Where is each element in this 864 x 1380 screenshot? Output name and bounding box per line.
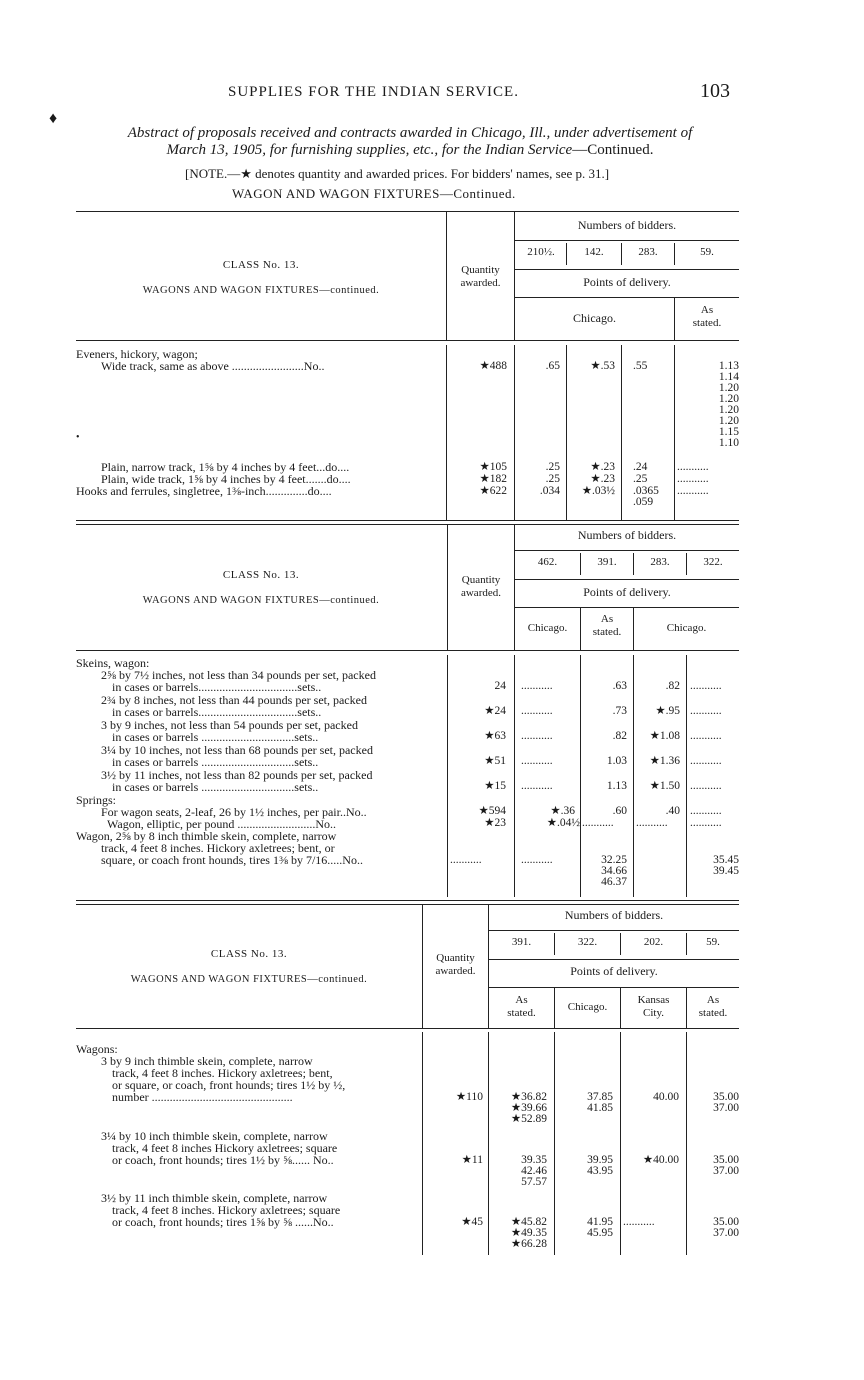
- bidder-3: 202.: [643, 936, 664, 948]
- price: .059: [633, 496, 654, 508]
- price: .25: [633, 473, 648, 485]
- item-desc: Hooks and ferrules, singletree, 1⅜-inch..............do....: [76, 484, 332, 498]
- item-desc: For wagon seats, 2-leaf, 26 by 1½ inches, per pair..No..: [101, 805, 367, 819]
- delivery-chicago: Chicago.: [567, 1001, 608, 1013]
- as-stated-line-1: As: [700, 304, 714, 316]
- price: .60: [612, 805, 627, 817]
- price: 39.95: [587, 1154, 613, 1166]
- price: .63: [612, 680, 627, 692]
- price-list: [687, 855, 739, 877]
- price: ...........: [690, 680, 722, 692]
- note: [NOTE.—★ denotes quantity and awarded prices. For bidders' names, see p. 31.]: [185, 166, 610, 181]
- qty: ★11: [461, 1154, 483, 1166]
- price: ★1.50: [649, 780, 680, 792]
- item-desc: in cases or barrels ...............................sets..: [112, 755, 319, 769]
- as-stated-line-2: stated.: [698, 1007, 728, 1019]
- rule: [621, 345, 622, 520]
- price-list: [489, 1155, 547, 1188]
- item-desc: 2¾ by 8 inches, not less than 44 pounds per set, packed: [101, 693, 367, 707]
- kansas-line-2: City.: [643, 1007, 664, 1019]
- price: 42.46: [521, 1165, 547, 1177]
- price: .82: [612, 730, 627, 742]
- price: ...........: [690, 805, 722, 817]
- bidder-4: 59.: [706, 936, 720, 948]
- item-desc: 3½ by 11 inches, not less than 82 pounds per set, packed: [101, 768, 373, 782]
- price-list: [687, 1155, 739, 1177]
- price: ...........: [521, 730, 553, 742]
- item-desc: Wagon, 2⅝ by 8 inch thimble skein, complete, narrow: [76, 829, 337, 843]
- price: ...........: [690, 755, 722, 767]
- item-desc: track, 4 feet 8 inches Hickory axletrees; square: [112, 1141, 338, 1155]
- price: ★1.36: [649, 755, 680, 767]
- qty: ★110: [455, 1091, 483, 1103]
- price: 1.20: [718, 382, 739, 394]
- price: 39.35: [521, 1154, 547, 1166]
- class-subtitle: WAGONS AND WAGON FIXTURES—continued.: [142, 595, 380, 606]
- item-desc: Wagon, elliptic, per pound ..........................No..: [107, 817, 337, 831]
- rule: [489, 987, 739, 988]
- price: 35.45: [713, 854, 739, 866]
- stray-dot: •: [76, 432, 80, 443]
- price: ★1.08: [649, 730, 680, 742]
- price-list: [489, 1217, 547, 1250]
- awarded-label: awarded.: [435, 965, 476, 977]
- price: 40.00: [653, 1091, 679, 1103]
- price: 37.00: [713, 1165, 739, 1177]
- as-stated-line-1: As: [515, 994, 528, 1006]
- rule: [76, 1028, 739, 1029]
- price: .65: [545, 360, 560, 372]
- price: ...........: [690, 817, 722, 829]
- quantity-awarded-header: [448, 574, 514, 600]
- bidder-1: 210½.: [527, 246, 555, 258]
- rule: [515, 579, 739, 580]
- price: .25: [545, 473, 560, 485]
- price: ...........: [582, 817, 614, 829]
- item-desc: or coach, front hounds; tires 1½ by ⅝...... No..: [112, 1153, 334, 1167]
- qty: ★24: [484, 705, 506, 717]
- price: 35.00: [713, 1154, 739, 1166]
- price-list: [633, 486, 659, 508]
- price: ...........: [521, 854, 553, 866]
- item-desc: square, or coach front hounds, tires 1⅜ by 7/16.....No..: [101, 853, 363, 867]
- page-number: 103: [700, 80, 730, 102]
- awarded-label: awarded.: [460, 277, 501, 289]
- delivery-kansas-city: [621, 994, 686, 1020]
- price: ★40.00: [642, 1154, 679, 1166]
- price: 1.10: [718, 437, 739, 449]
- quantity-awarded-header: [447, 264, 514, 290]
- price: 39.45: [713, 865, 739, 877]
- item-desc: in cases or barrels ...............................sets..: [112, 780, 319, 794]
- item-desc: Wide track, same as above ........................No..: [101, 359, 325, 373]
- points-of-delivery: Points of delivery.: [570, 964, 658, 978]
- price: 32.25: [601, 854, 627, 866]
- abstract-title-line-2: [70, 142, 750, 159]
- qty: ★63: [484, 730, 506, 742]
- bidder-4: 59.: [700, 246, 714, 258]
- running-head: SUPPLIES FOR THE INDIAN SERVICE.: [228, 84, 519, 100]
- bidder-3: 283.: [650, 556, 670, 568]
- price: ...........: [521, 680, 553, 692]
- price: ★45.82: [510, 1216, 547, 1228]
- item-desc: 3½ by 11 inch thimble skein, complete, narrow: [101, 1191, 328, 1205]
- price: ...........: [636, 817, 668, 829]
- item-desc: 3¼ by 10 inch thimble skein, complete, narrow: [101, 1129, 328, 1143]
- item-desc: track, 4 feet 8 inches. Hickory axletrees; bent,: [112, 1066, 333, 1080]
- numbers-of-bidders: Numbers of bidders.: [564, 908, 664, 922]
- rule: [76, 211, 739, 212]
- price: ★.04½: [546, 817, 580, 829]
- rule: [515, 297, 739, 298]
- price: .25: [545, 461, 560, 473]
- price: ...........: [677, 473, 709, 485]
- numbers-of-bidders: Numbers of bidders.: [577, 218, 677, 232]
- item-desc: 2⅝ by 7½ inches, not less than 34 pounds per set, packed: [101, 668, 376, 682]
- item-desc: in cases or barrels ...............................sets..: [112, 730, 319, 744]
- as-stated-line-2: stated.: [507, 1007, 536, 1019]
- price: ★66.28: [510, 1238, 547, 1250]
- quantity-awarded-header: [423, 952, 488, 978]
- rule: [76, 900, 739, 901]
- price: ...........: [690, 705, 722, 717]
- price: 37.00: [713, 1102, 739, 1114]
- price: ...........: [521, 755, 553, 767]
- qty: ★15: [484, 780, 506, 792]
- quantity-label: Quantity: [461, 264, 500, 276]
- qty: ★622: [479, 485, 507, 497]
- item-heading: Springs:: [76, 793, 117, 807]
- bidder-2: 391.: [597, 556, 617, 568]
- price: ★52.89: [510, 1113, 547, 1125]
- abstract-title-line-2b: —Continued.: [572, 142, 654, 158]
- points-of-delivery: Points of delivery.: [583, 275, 671, 289]
- class-number: CLASS No. 13.: [210, 948, 288, 960]
- as-stated-line-1: As: [600, 613, 614, 625]
- bidder-1: 462.: [537, 556, 558, 568]
- margin-mark: ♦: [49, 110, 58, 127]
- item-heading: Skeins, wagon:: [76, 656, 150, 670]
- price: .73: [612, 705, 627, 717]
- price: 1.20: [718, 415, 739, 427]
- bidder-2: 322.: [577, 936, 598, 948]
- price: ★.95: [655, 705, 680, 717]
- price: ★49.35: [510, 1227, 547, 1239]
- item-desc: track, 4 feet 8 inches. Hickory axletrees; square: [112, 1203, 341, 1217]
- points-of-delivery: Points of delivery.: [583, 585, 671, 599]
- item-desc: 3 by 9 inch thimble skein, complete, narrow: [101, 1054, 313, 1068]
- item-desc: track, 4 feet 8 inches. Hickory axletrees; bent, or: [101, 841, 335, 855]
- price: ...........: [690, 780, 722, 792]
- price: ★.23: [590, 473, 615, 485]
- price: ★36.82: [510, 1091, 547, 1103]
- item-desc: 3 by 9 inches, not less than 54 pounds per set, packed: [101, 718, 358, 732]
- item-desc: Plain, narrow track, 1⅝ by 4 inches by 4 feet...do....: [101, 460, 350, 474]
- rule: [514, 655, 515, 897]
- price: 45.95: [587, 1227, 613, 1239]
- bidder-4: 322.: [703, 556, 723, 568]
- price-list: [555, 1092, 613, 1114]
- numbers-of-bidders: Numbers of bidders.: [577, 528, 677, 542]
- qty: ...........: [450, 854, 482, 866]
- item-heading: Wagons:: [76, 1042, 118, 1056]
- item-desc: or square, or coach, front hounds; tires 1½ by ½,: [112, 1078, 346, 1092]
- price: ...........: [677, 485, 709, 497]
- price: ★.53: [590, 360, 615, 372]
- price: ★.36: [550, 805, 575, 817]
- price: ★39.66: [510, 1102, 547, 1114]
- rule: [515, 269, 739, 270]
- delivery-as-stated: [581, 613, 633, 639]
- rule: [515, 550, 739, 551]
- rule: [620, 1032, 621, 1255]
- abstract-title: [70, 125, 750, 159]
- quantity-label: Quantity: [436, 952, 475, 964]
- price: 57.57: [521, 1176, 547, 1188]
- qty: 24: [494, 680, 506, 692]
- price-list: [555, 1155, 613, 1177]
- price-list: [555, 1217, 613, 1239]
- as-stated-line-2: stated.: [592, 626, 622, 638]
- awarded-label: awarded.: [460, 587, 501, 599]
- qty: ★23: [484, 817, 506, 829]
- price-list: [687, 1092, 739, 1114]
- price: .24: [633, 461, 648, 473]
- rule: [76, 520, 739, 521]
- qty: ★182: [479, 473, 507, 485]
- quantity-label: Quantity: [461, 574, 501, 586]
- price: 1.03: [606, 755, 627, 767]
- price-list: [489, 1092, 547, 1125]
- price: ...........: [521, 780, 553, 792]
- price: .034: [539, 485, 560, 497]
- price: 37.00: [713, 1227, 739, 1239]
- rule: [515, 607, 739, 608]
- price: ★.23: [590, 461, 615, 473]
- qty: ★488: [479, 360, 507, 372]
- qty: ★51: [484, 755, 506, 767]
- rule: [76, 904, 739, 905]
- delivery-chicago: Chicago.: [573, 311, 616, 325]
- as-stated-line-2: stated.: [692, 317, 722, 329]
- price: 35.00: [713, 1091, 739, 1103]
- item-desc: in cases or barrels.................................sets..: [112, 705, 322, 719]
- kansas-line-1: Kansas: [637, 994, 670, 1006]
- rule: [515, 240, 739, 241]
- price: ...........: [521, 705, 553, 717]
- price: 37.85: [587, 1091, 613, 1103]
- price: ★.03½: [581, 485, 615, 497]
- price: ...........: [677, 461, 709, 473]
- price: 1.20: [718, 393, 739, 405]
- as-stated-line-1: As: [706, 994, 720, 1006]
- item-heading: Eveners, hickory, wagon;: [76, 347, 198, 361]
- section-title: WAGON AND WAGON FIXTURES—Continued.: [232, 186, 516, 201]
- price-list: [675, 361, 739, 449]
- price: 1.20: [718, 404, 739, 416]
- qty: ★594: [478, 805, 506, 817]
- qty: ★45: [461, 1216, 483, 1228]
- item-desc: Plain, wide track, 1⅝ by 4 inches by 4 feet.......do....: [101, 472, 351, 486]
- price: 1.13: [606, 780, 627, 792]
- price: 1.15: [718, 426, 739, 438]
- price: 1.13: [718, 360, 739, 372]
- bidder-1: 391.: [511, 936, 532, 948]
- price: ...........: [623, 1216, 655, 1228]
- rule: [76, 340, 739, 341]
- delivery-as-stated-2: [687, 994, 739, 1020]
- abstract-title-line-2a: March 13, 1905, for furnishing supplies, etc., for the Indian Service: [166, 142, 573, 158]
- bidder-3: 283.: [638, 246, 658, 258]
- price: .82: [665, 680, 680, 692]
- delivery-chicago: Chicago.: [527, 622, 568, 634]
- bidder-2: 142.: [584, 246, 604, 258]
- delivery-as-stated: [675, 304, 739, 330]
- abstract-title-line-1: Abstract of proposals received and contracts awarded in Chicago, Ill., under advertisement of: [127, 125, 693, 141]
- class-number: CLASS No. 13.: [222, 569, 300, 581]
- class-number: CLASS No. 13.: [222, 259, 300, 271]
- rule: [489, 959, 739, 960]
- item-desc: number ...............................................: [112, 1090, 293, 1104]
- price: 41.95: [587, 1216, 613, 1228]
- price: 1.14: [718, 371, 739, 383]
- price: 34.66: [601, 865, 627, 877]
- item-desc: 3¼ by 10 inches, not less than 68 pounds per set, packed: [101, 743, 373, 757]
- rule: [489, 930, 739, 931]
- price: 43.95: [587, 1165, 613, 1177]
- delivery-chicago-2: Chicago.: [666, 622, 707, 634]
- price: 41.85: [587, 1102, 613, 1114]
- class-subtitle: WAGONS AND WAGON FIXTURES—continued.: [130, 974, 368, 985]
- price-list: [581, 855, 627, 888]
- price: ...........: [690, 730, 722, 742]
- delivery-as-stated: [489, 994, 554, 1020]
- qty: ★105: [479, 461, 507, 473]
- price: .0365: [633, 485, 659, 497]
- price: 35.00: [713, 1216, 739, 1228]
- item-desc: in cases or barrels.................................sets..: [112, 680, 322, 694]
- item-desc: or coach, front hounds; tires 1⅝ by ⅝ ......No..: [112, 1215, 334, 1229]
- price: .55: [633, 360, 648, 372]
- price: .40: [665, 805, 680, 817]
- price-list: [687, 1217, 739, 1239]
- class-subtitle: WAGONS AND WAGON FIXTURES—continued.: [142, 285, 380, 296]
- rule: [76, 524, 739, 525]
- rule: [76, 650, 739, 651]
- price: 46.37: [601, 876, 627, 888]
